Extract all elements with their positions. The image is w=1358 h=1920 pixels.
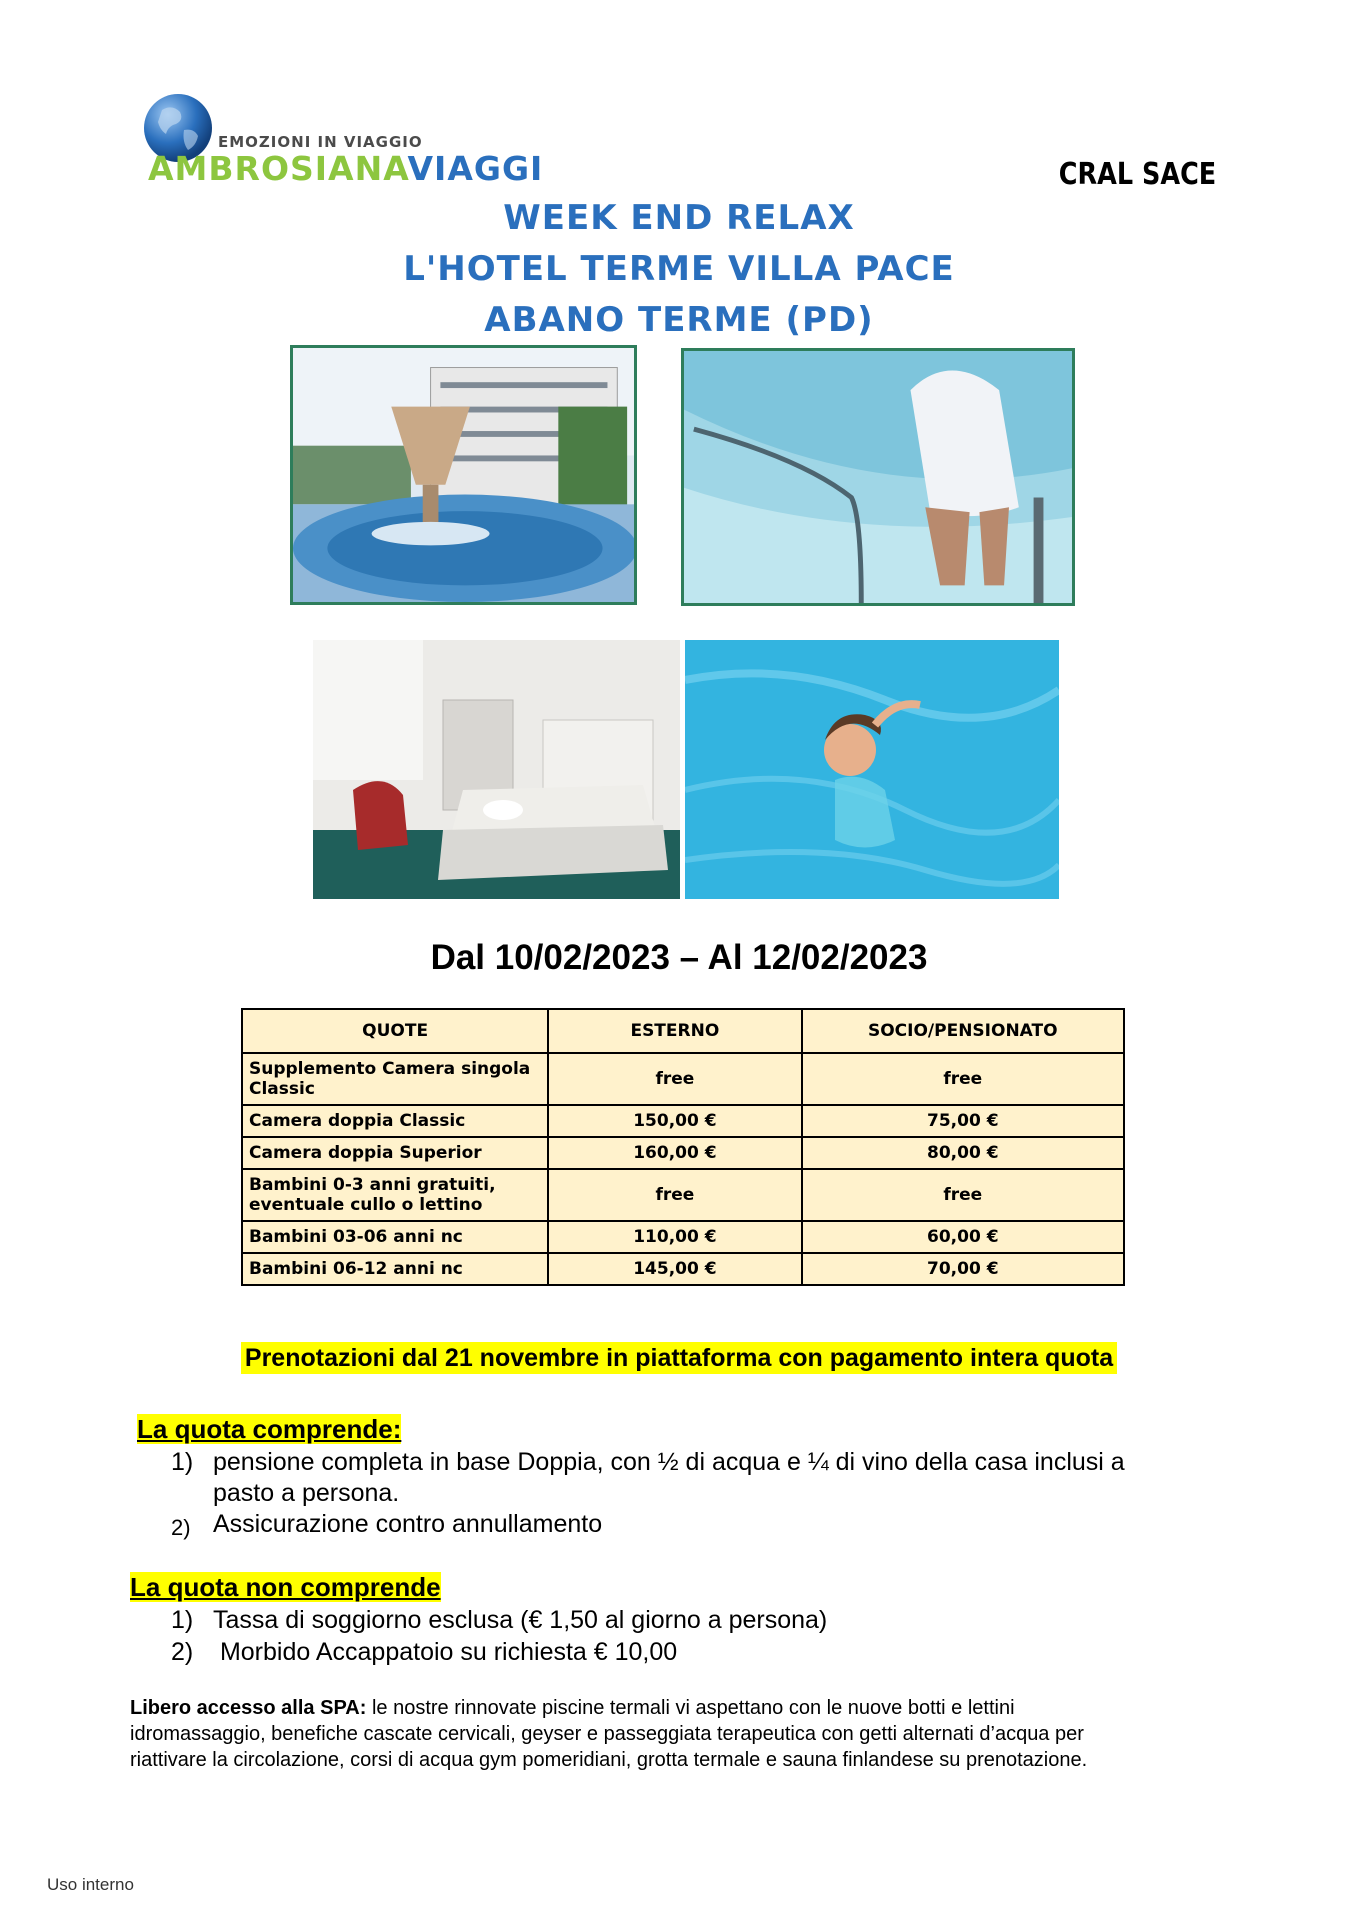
list-item-number: 1) <box>171 1606 194 1634</box>
footer-label: Uso interno <box>47 1875 134 1894</box>
table-row <box>242 1253 1124 1285</box>
logo-name-part2: VIAGGI <box>407 149 544 188</box>
booking-note <box>0 1344 1358 1373</box>
socio-price: 70,00 € <box>802 1253 1124 1285</box>
list-item-continuation: pasto a persona. <box>213 1479 400 1507</box>
esterno-price: 160,00 € <box>548 1137 801 1169</box>
socio-price: free <box>802 1053 1124 1105</box>
title-line-2: L'HOTEL TERME VILLA PACE <box>403 249 955 289</box>
column-header-quote: QUOTE <box>242 1009 548 1053</box>
logo-name-part1: AMBROSIANA <box>148 149 408 188</box>
date-range: Dal 10/02/2023 – Al 12/02/2023 <box>430 938 928 977</box>
table-row <box>242 1221 1124 1253</box>
list-item: Assicurazione contro annullamento <box>213 1510 603 1538</box>
spa-description <box>130 1695 1240 1773</box>
socio-price: free <box>802 1169 1124 1221</box>
row-label: Camera doppia Classic <box>242 1105 548 1137</box>
socio-price: 60,00 € <box>802 1221 1124 1253</box>
organization-label: CRAL SACE <box>1058 157 1216 192</box>
excludes-heading <box>130 1572 441 1603</box>
title-line-1: WEEK END RELAX <box>503 198 855 238</box>
table-row <box>242 1105 1124 1137</box>
spa-line-2: idromassaggio, benefiche cascate cervicali, geyser e passeggiata terapeutica con getti alternati d’acqua per <box>130 1723 1084 1745</box>
logo-name <box>148 149 544 188</box>
column-header-esterno: ESTERNO <box>548 1009 801 1053</box>
row-label: Bambini 0-3 anni gratuiti, eventuale cullo o lettino <box>242 1169 548 1221</box>
booking-note-text: Prenotazioni dal 21 novembre in piattaforma con pagamento intera quota <box>241 1342 1117 1374</box>
thermal-pool-bathrobe-photo <box>681 348 1075 606</box>
list-item: Morbido Accappatoio su richiesta € 10,00 <box>213 1638 678 1666</box>
table-row <box>242 1053 1124 1105</box>
table-row <box>242 1169 1124 1221</box>
title-line-3: ABANO TERME (PD) <box>484 300 874 340</box>
list-item: pensione completa in base Doppia, con ½ di acqua e ¼ di vino della casa inclusi a <box>213 1448 1125 1476</box>
row-label: Bambini 06-12 anni nc <box>242 1253 548 1285</box>
list-item-number: 2) <box>171 1515 191 1540</box>
esterno-price: free <box>548 1169 801 1221</box>
esterno-price: 145,00 € <box>548 1253 801 1285</box>
includes-heading-text: La quota comprende: <box>137 1414 402 1444</box>
table-row <box>242 1137 1124 1169</box>
price-table <box>241 1008 1125 1286</box>
spa-label: Libero accesso alla SPA: <box>130 1697 367 1719</box>
logo-tagline: EMOZIONI IN VIAGGIO <box>218 133 423 151</box>
row-label: Camera doppia Superior <box>242 1137 548 1169</box>
esterno-price: 150,00 € <box>548 1105 801 1137</box>
includes-heading <box>137 1414 401 1445</box>
esterno-price: free <box>548 1053 801 1105</box>
row-label: Bambini 03-06 anni nc <box>242 1221 548 1253</box>
girl-swimming-pool-photo <box>685 640 1059 899</box>
esterno-price: 110,00 € <box>548 1221 801 1253</box>
socio-price: 80,00 € <box>802 1137 1124 1169</box>
socio-price: 75,00 € <box>802 1105 1124 1137</box>
row-label: Supplemento Camera singola Classic <box>242 1053 548 1105</box>
excludes-heading-text: La quota non comprende <box>130 1572 441 1602</box>
list-item: Tassa di soggiorno esclusa (€ 1,50 al giorno a persona) <box>213 1606 828 1634</box>
list-item-number: 1) <box>171 1448 194 1476</box>
spa-line-3: riattivare la circolazione, corsi di acqua gym pomeridiani, grotta termale e sauna finlandese su prenotazione. <box>130 1749 1088 1771</box>
table-header-row <box>242 1009 1124 1053</box>
column-header-socio: SOCIO/PENSIONATO <box>802 1009 1124 1053</box>
spa-line-1: le nostre rinnovate piscine termali vi aspettano con le nuove botti e lettini <box>366 1697 1015 1719</box>
hotel-fountain-photo <box>290 345 637 605</box>
list-item-number: 2) <box>171 1638 194 1666</box>
hotel-room-photo <box>313 640 680 899</box>
